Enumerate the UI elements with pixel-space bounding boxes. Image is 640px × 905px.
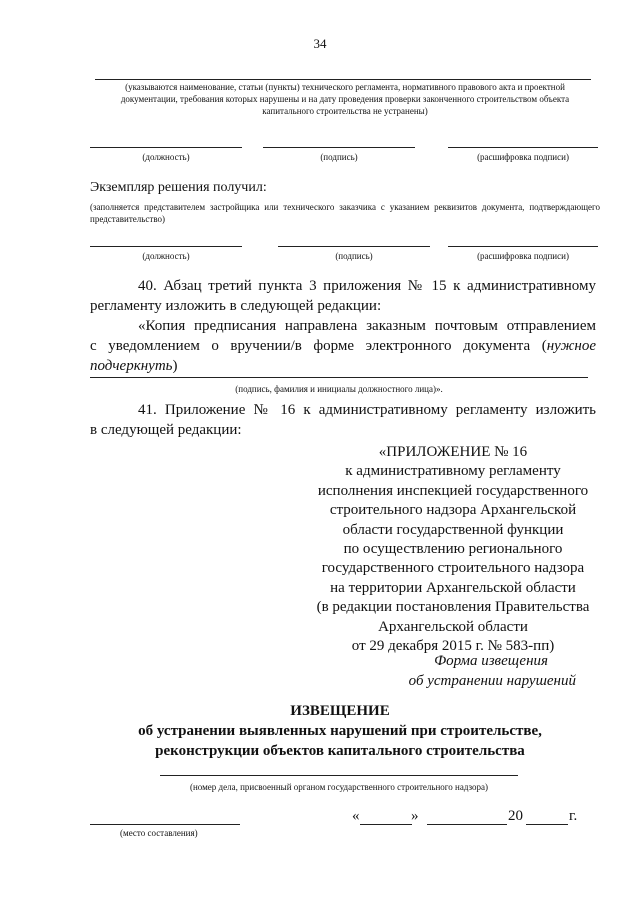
appendix-line: исполнения инспекцией государственного	[317, 482, 589, 499]
signature-line-position	[90, 147, 242, 148]
item41-line2: в следующей редакции:	[90, 422, 242, 438]
date-close-quote: »	[411, 808, 419, 824]
date-year-line[interactable]	[526, 824, 568, 825]
date-month-line[interactable]	[427, 824, 507, 825]
receipt-line-position	[90, 246, 242, 247]
item40-line4-text: с уведомлением о вручении/в форме электронного документа (	[90, 338, 547, 354]
notice-title: ИЗВЕЩЕНИЕ	[290, 703, 390, 719]
signature-caption: (подпись)	[320, 152, 358, 162]
appendix-line: государственного строительного надзора	[321, 560, 585, 577]
item40-line4-italic: нужное	[546, 338, 596, 354]
appendix-line: на территории Архангельской области	[330, 579, 576, 596]
place-line	[90, 824, 240, 825]
appendix-line: Архангельской области	[378, 618, 528, 635]
place-caption: (место составления)	[120, 828, 198, 838]
item40-line3: «Копия предписания направлена заказным почтовым отправлением	[138, 318, 596, 334]
form-label-line1: Форма извещения	[434, 653, 548, 669]
official-signature-caption: (подпись, фамилия и инициалы должностного лица)».	[235, 384, 443, 394]
date-open-quote: «	[352, 808, 360, 824]
form-label	[380, 651, 576, 691]
receipt-signature-caption: (подпись)	[335, 251, 373, 261]
appendix-block	[300, 443, 606, 656]
receipt-position-caption: (должность)	[142, 251, 190, 261]
appendix-line: по осуществлению регионального	[343, 541, 563, 558]
item40-line2: регламенту изложить в следующей редакции:	[90, 298, 382, 314]
year-suffix: г.	[569, 808, 578, 824]
item40-line1: 40. Абзац третий пункта 3 приложения № 15 к административному	[138, 278, 596, 294]
receipt-name-caption: (расшифровка подписи)	[477, 251, 569, 261]
position-caption: (должность)	[142, 152, 190, 162]
notice-subtitle-1: об устранении выявленных нарушений при строительстве,	[138, 723, 542, 739]
item40-line5-italic: подчеркнуть	[90, 358, 173, 374]
receipt-note: (заполняется представителем застройщика или технического заказчика с указанием реквизитов документа, подтверждающего представительство)	[90, 202, 600, 224]
signature-line-sign	[263, 147, 415, 148]
item40-line5	[90, 356, 177, 376]
page-number: 34	[313, 36, 327, 51]
appendix-line: от 29 декабря 2015 г. № 583-пп)	[351, 638, 555, 655]
notice-subtitle-2: реконструкции объектов капитального строительства	[155, 743, 525, 759]
name-caption: (расшифровка подписи)	[477, 152, 569, 162]
official-signature-line	[90, 377, 588, 378]
receipt-heading: Экземпляр решения получил:	[90, 180, 267, 195]
requirements-line	[95, 79, 591, 80]
appendix-line: к административному регламенту	[345, 463, 561, 480]
item41-line1: 41. Приложение № 16 к административному регламенту изложить	[138, 402, 596, 418]
item40-line4	[90, 336, 596, 356]
appendix-line: области государственной функции	[342, 521, 564, 538]
date-day-line[interactable]	[360, 824, 412, 825]
requirements-note: (указываются наименование, статьи (пункты) технического регламента, нормативного правового акта и проектной документации, требования которых нарушены и на дату проведения проверки законченного строительством объекта капитального строительства не устранены)	[120, 82, 570, 116]
form-label-line2: об устранении нарушений	[408, 673, 576, 689]
appendix-line: строительного надзора Архангельской	[329, 502, 577, 519]
case-number-caption: (номер дела, присвоенный органом государственного строительного надзора)	[189, 782, 489, 792]
signature-line-name	[448, 147, 598, 148]
case-number-line	[160, 775, 518, 776]
receipt-line-name	[448, 246, 598, 247]
receipt-line-sign	[278, 246, 430, 247]
year-prefix: 20	[508, 808, 523, 824]
item40-line5-tail: )	[172, 358, 178, 374]
appendix-line: «ПРИЛОЖЕНИЕ № 16	[378, 444, 528, 460]
appendix-line: (в редакции постановления Правительства	[316, 599, 590, 616]
